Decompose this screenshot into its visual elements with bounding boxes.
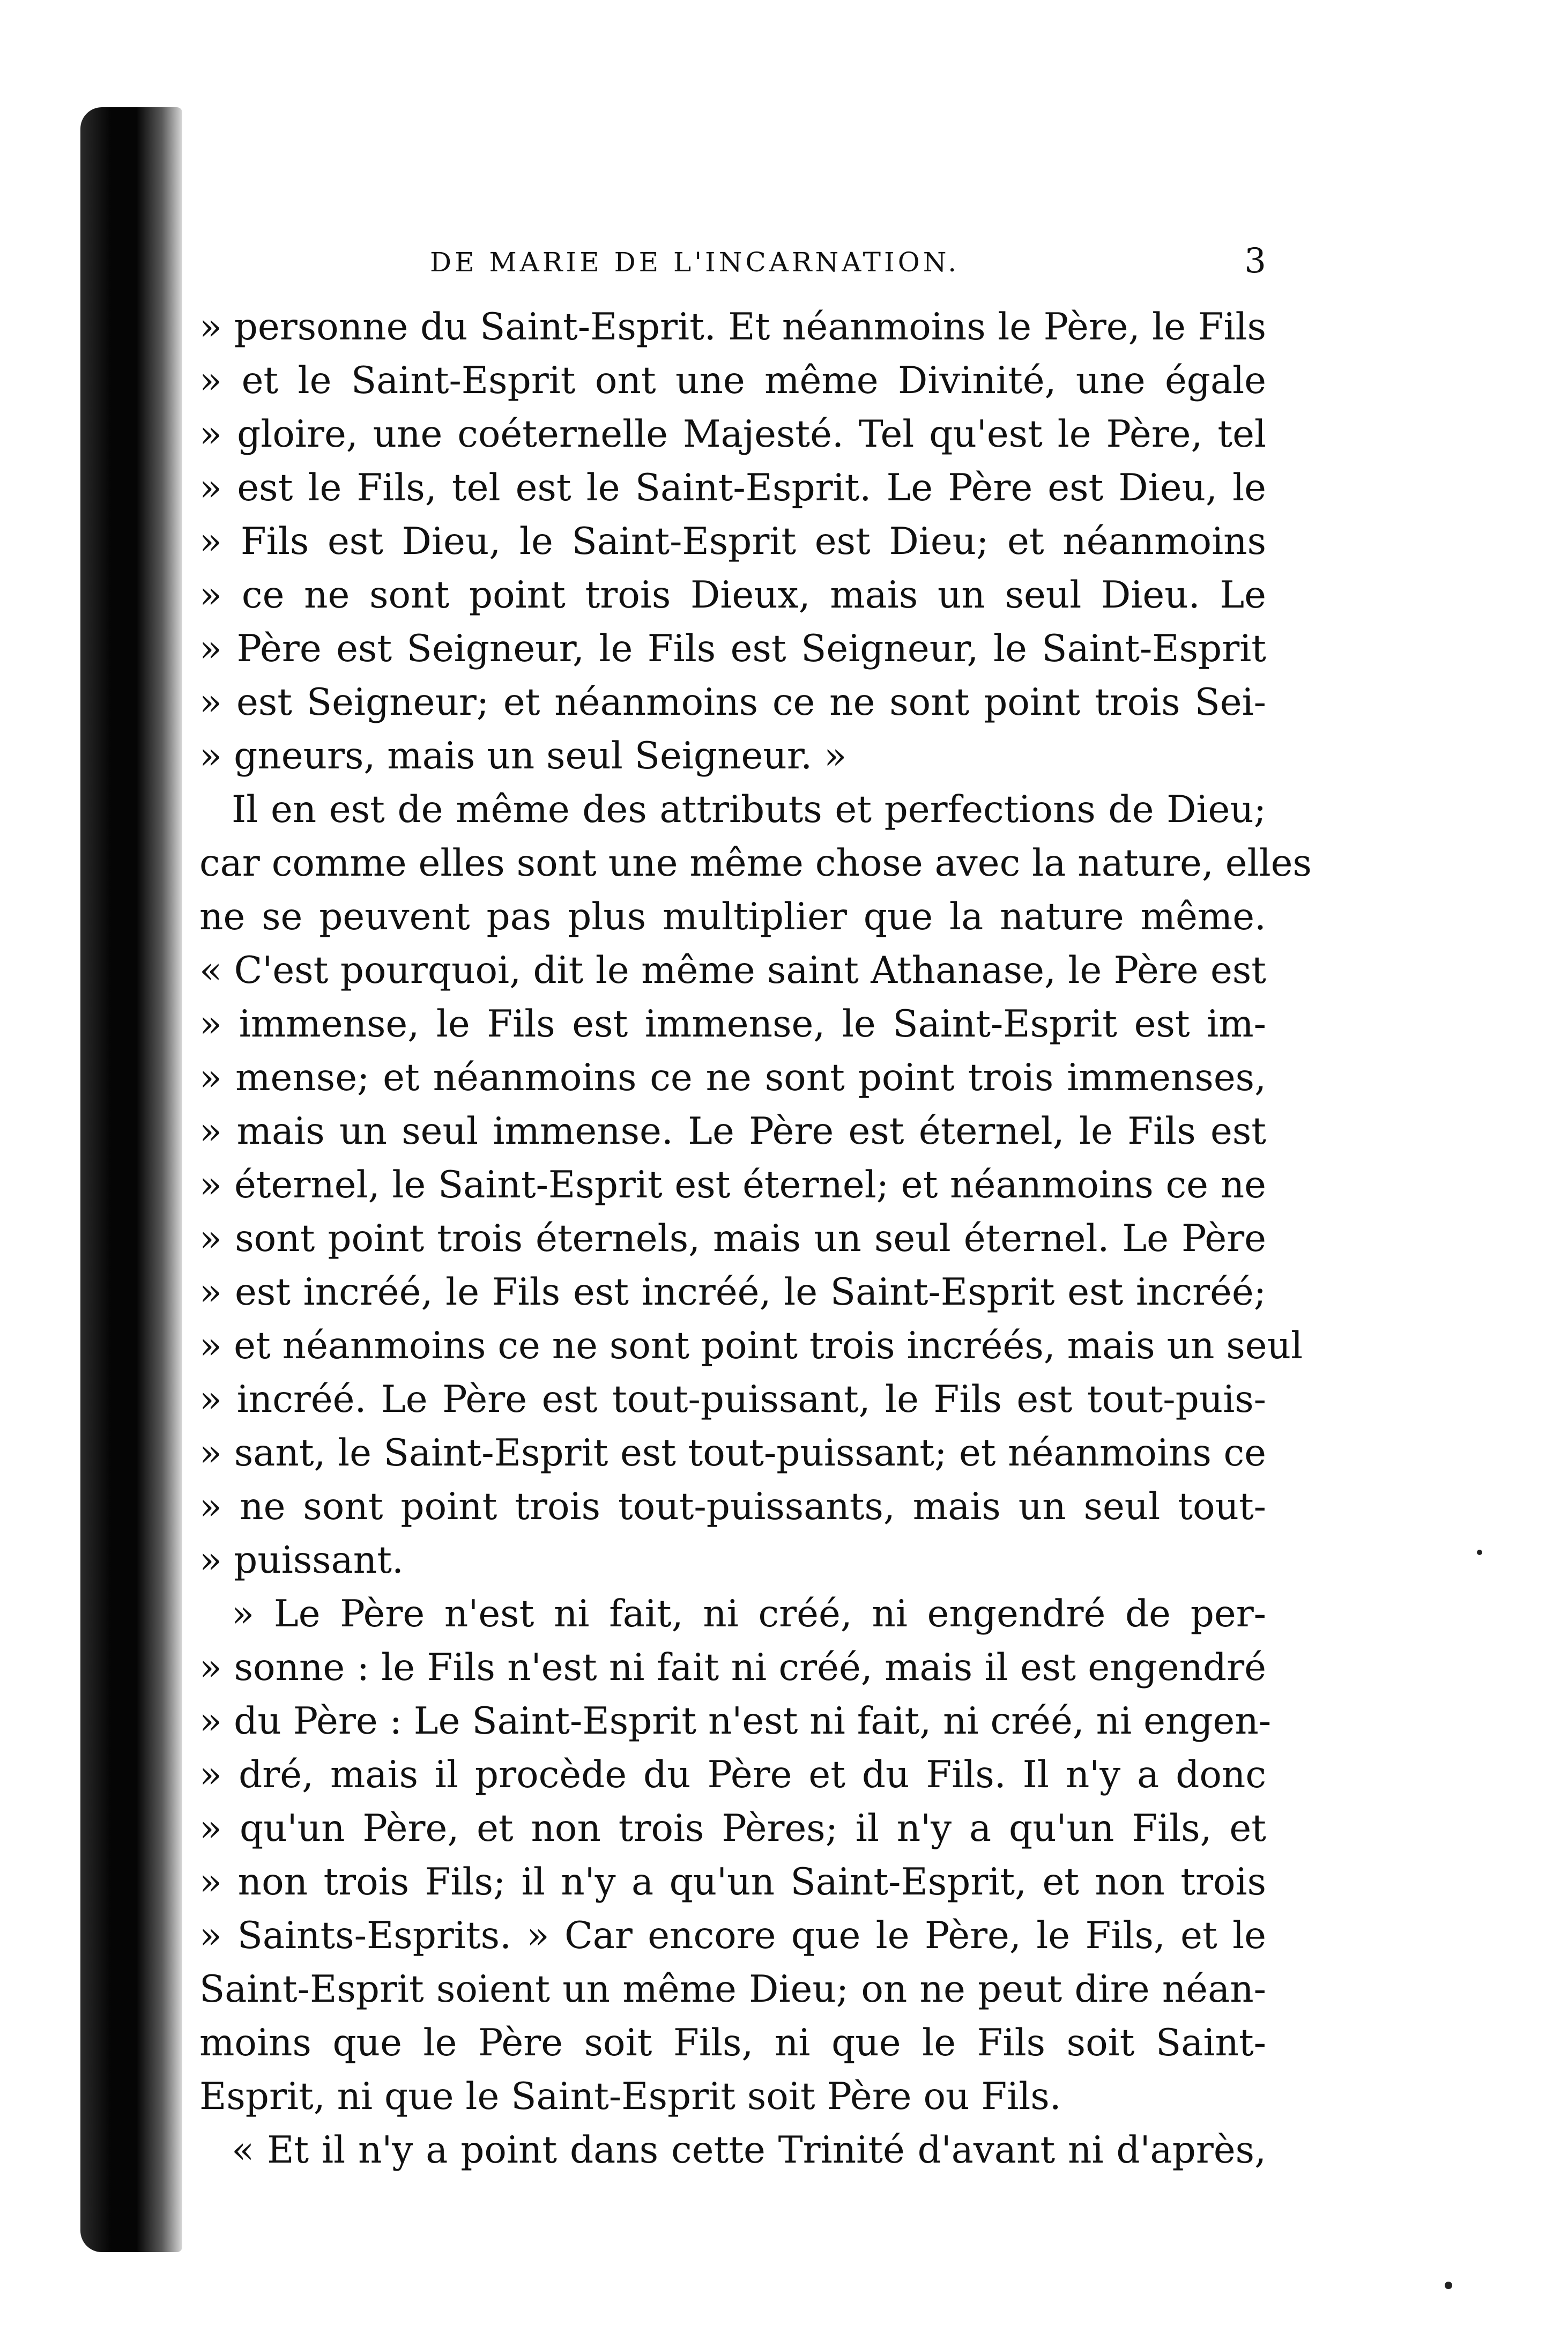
text-line: » Père est Seigneur, le Fils est Seigneur, le Saint-Esprit bbox=[199, 627, 1266, 670]
text-line: » personne du Saint-Esprit. Et néanmoins le Père, le Fils bbox=[199, 306, 1266, 349]
text-line: moins que le Père soit Fils, ni que le Fils soit Saint- bbox=[199, 2022, 1266, 2064]
text-line: » éternel, le Saint-Esprit est éternel; et néanmoins ce ne bbox=[199, 1164, 1266, 1206]
text-line: » est Seigneur; et néanmoins ce ne sont point trois Sei- bbox=[199, 681, 1266, 724]
text-line: » mense; et néanmoins ce ne sont point trois immenses, bbox=[199, 1056, 1266, 1099]
text-line: car comme elles sont une même chose avec la nature, elles bbox=[199, 842, 1312, 885]
text-line: » Fils est Dieu, le Saint-Esprit est Dieu; et néanmoins bbox=[199, 520, 1266, 563]
text-line: » sont point trois éternels, mais un seul éternel. Le Père bbox=[199, 1217, 1266, 1260]
text-line: ne se peuvent pas plus multiplier que la nature même. bbox=[199, 895, 1266, 938]
text-line: » immense, le Fils est immense, le Saint-Esprit est im- bbox=[199, 1003, 1266, 1046]
text-line: « Et il n'y a point dans cette Trinité d'avant ni d'après, bbox=[232, 2129, 1266, 2172]
text-line: » Saints-Esprits. » Car encore que le Père, le Fils, et le bbox=[199, 1914, 1266, 1957]
text-line: » ne sont point trois tout-puissants, mais un seul tout- bbox=[199, 1485, 1266, 1528]
book-spine-shadow bbox=[80, 107, 182, 2252]
text-line: Il en est de même des attributs et perfections de Dieu; bbox=[232, 788, 1266, 831]
text-line: » du Père : Le Saint-Esprit n'est ni fait, ni créé, ni engen- bbox=[199, 1700, 1272, 1743]
text-line: » non trois Fils; il n'y a qu'un Saint-Esprit, et non trois bbox=[199, 1861, 1266, 1904]
text-line: » qu'un Père, et non trois Pères; il n'y a qu'un Fils, et bbox=[199, 1807, 1266, 1850]
text-line: » et néanmoins ce ne sont point trois incréés, mais un seul bbox=[199, 1324, 1303, 1367]
text-line: Esprit, ni que le Saint-Esprit soit Père ou Fils. bbox=[199, 2075, 1061, 2118]
text-line: » dré, mais il procède du Père et du Fils. Il n'y a donc bbox=[199, 1753, 1266, 1796]
text-line: » gloire, une coéternelle Majesté. Tel qu'est le Père, tel bbox=[199, 413, 1266, 456]
text-block bbox=[199, 300, 1312, 2177]
page-body bbox=[199, 231, 1312, 2177]
ink-speck bbox=[1477, 1550, 1482, 1555]
text-line: Saint-Esprit soient un même Dieu; on ne peut dire néan- bbox=[199, 1968, 1266, 2011]
ink-speck bbox=[1445, 2282, 1452, 2289]
running-title: DE MARIE DE L'INCARNATION. bbox=[430, 247, 960, 278]
text-line: » gneurs, mais un seul Seigneur. » bbox=[199, 735, 847, 778]
text-line: « C'est pourquoi, dit le même saint Athanase, le Père est bbox=[199, 949, 1266, 992]
text-line: » est le Fils, tel est le Saint-Esprit. Le Père est Dieu, le bbox=[199, 467, 1266, 509]
text-line: » mais un seul immense. Le Père est éternel, le Fils est bbox=[199, 1110, 1266, 1153]
text-line: » et le Saint-Esprit ont une même Divinité, une égale bbox=[199, 359, 1266, 402]
running-head bbox=[199, 231, 1266, 290]
text-line: » sant, le Saint-Esprit est tout-puissant; et néanmoins ce bbox=[199, 1432, 1266, 1475]
text-line: » Le Père n'est ni fait, ni créé, ni engendré de per- bbox=[232, 1593, 1266, 1635]
text-line: » ce ne sont point trois Dieux, mais un seul Dieu. Le bbox=[199, 574, 1266, 617]
text-line: » est incréé, le Fils est incréé, le Saint-Esprit est incréé; bbox=[199, 1271, 1266, 1314]
text-line: » incréé. Le Père est tout-puissant, le Fils est tout-puis- bbox=[199, 1378, 1266, 1421]
page-number: 3 bbox=[1244, 241, 1266, 281]
text-line: » sonne : le Fils n'est ni fait ni créé, mais il est engendré bbox=[199, 1646, 1266, 1689]
text-line: » puissant. bbox=[199, 1539, 404, 1582]
